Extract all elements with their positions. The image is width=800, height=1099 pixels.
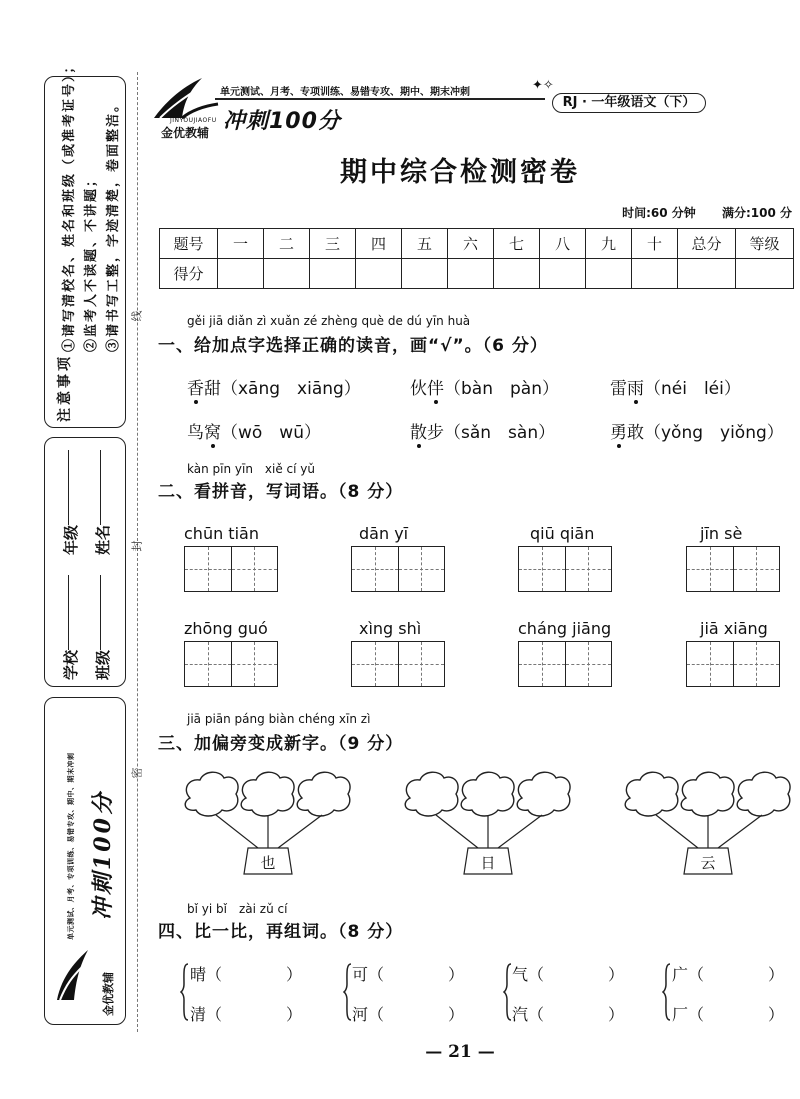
name-field[interactable] xyxy=(100,450,101,525)
word-char: 敢 xyxy=(627,423,644,443)
brand-pinyin: JINYOUJIAOFU xyxy=(170,117,217,124)
section4-title: 四、比一比，再组词。（8 分） xyxy=(158,922,404,942)
section2-pinyin: kàn pīn yīn xiě cí yǔ xyxy=(187,462,316,476)
score-header-cell: 十 xyxy=(632,229,678,259)
radical-char: 云 xyxy=(700,854,716,872)
choice-item[interactable] xyxy=(610,418,784,443)
score-cell[interactable] xyxy=(356,259,402,289)
choice-item[interactable] xyxy=(187,418,321,443)
word-char: 甜 xyxy=(204,379,221,399)
word-pinyin: cháng jiāng xyxy=(518,619,612,638)
school-label: 学校 xyxy=(62,649,80,680)
brand-vertical-slogan: 单元测试、月考、专项训练、易错专攻、期中、期末冲刺 xyxy=(66,752,75,940)
score-table xyxy=(159,228,794,289)
score-table-score-row xyxy=(160,259,794,289)
brace-icon xyxy=(180,962,190,1022)
dotted-char: 雨 xyxy=(627,379,644,399)
logo-icon xyxy=(150,74,220,120)
score-header-cell: 总分 xyxy=(678,229,736,259)
tian-grid[interactable] xyxy=(686,641,780,687)
section1-pinyin: gěi jiā diǎn zì xuǎn zé zhèng què de dú yīn huà xyxy=(187,314,471,328)
compare-blank[interactable]: 厂（ ） xyxy=(672,1005,785,1024)
tian-grid[interactable] xyxy=(351,546,445,592)
brand-logo-icon xyxy=(52,945,92,1005)
score-table-header-row xyxy=(160,229,794,259)
compare-blank[interactable]: 晴（ ） xyxy=(190,965,303,984)
header-slogan: 单元测试、月考、专项训练、易错专攻、期中、期末冲刺 xyxy=(220,87,470,98)
score-row-label: 得分 xyxy=(160,259,218,289)
exam-title: 期中综合检测密卷 xyxy=(340,157,580,188)
score-cell[interactable] xyxy=(494,259,540,289)
score-cell[interactable] xyxy=(310,259,356,289)
brand-name: 金优教辅 xyxy=(161,126,210,140)
dotted-char: 散 xyxy=(410,423,427,443)
cloud-blank[interactable] xyxy=(517,772,570,816)
class-field[interactable] xyxy=(100,575,101,650)
name-label: 姓名 xyxy=(94,524,112,555)
tian-grid[interactable] xyxy=(686,546,780,592)
score-header-cell: 等级 xyxy=(736,229,794,259)
note-1: ①请写清校名、姓名和班级（或准考证号）； xyxy=(62,58,77,352)
word-pinyin: chūn tiān xyxy=(184,524,259,543)
word-writing-group xyxy=(518,524,612,592)
word-writing-group xyxy=(686,524,780,592)
brace-icon xyxy=(662,962,672,1022)
word-pinyin: zhōng guó xyxy=(184,619,268,638)
score-header-cell: 六 xyxy=(448,229,494,259)
student-info-box xyxy=(44,437,126,687)
class-label: 班级 xyxy=(94,649,112,680)
word-writing-group xyxy=(184,619,278,687)
choice-word xyxy=(410,423,444,443)
choice-word xyxy=(187,423,221,443)
choice-options[interactable]: （bàn pàn） xyxy=(444,379,559,399)
brand-vertical-title: 冲刺100分 xyxy=(90,790,116,920)
score-cell[interactable] xyxy=(264,259,310,289)
header-rule xyxy=(215,98,545,100)
cut-mark-xian: 线 xyxy=(130,310,144,322)
tian-grid[interactable] xyxy=(518,546,612,592)
cloud-blank[interactable] xyxy=(461,772,514,816)
choice-item[interactable] xyxy=(187,374,361,399)
compare-blank[interactable]: 河（ ） xyxy=(352,1005,465,1024)
score-header-cell: 三 xyxy=(310,229,356,259)
sparkle-icon: ✦✧ xyxy=(532,78,554,93)
section1-title: 一、给加点字选择正确的读音，画“√”。（6 分） xyxy=(158,336,548,356)
choice-options[interactable]: （néi léi） xyxy=(644,379,741,399)
cloud-blank[interactable] xyxy=(185,772,238,816)
cloud-blank[interactable] xyxy=(405,772,458,816)
tian-grid[interactable] xyxy=(518,641,612,687)
score-header-cell: 二 xyxy=(264,229,310,259)
tian-grid[interactable] xyxy=(184,546,278,592)
cloud-blank[interactable] xyxy=(681,772,734,816)
choice-word xyxy=(610,379,644,399)
dotted-char: 窝 xyxy=(204,423,221,443)
cut-mark-feng: 封 xyxy=(130,540,144,552)
cut-line xyxy=(137,72,138,1032)
cloud-blank[interactable] xyxy=(297,772,350,816)
word-pinyin: jīn sè xyxy=(700,524,743,543)
score-header-cell: 四 xyxy=(356,229,402,259)
score-cell[interactable] xyxy=(218,259,264,289)
word-writing-group xyxy=(351,619,445,687)
tian-grid[interactable] xyxy=(184,641,278,687)
score-header-cell: 五 xyxy=(402,229,448,259)
score-cell[interactable] xyxy=(402,259,448,289)
section3-title: 三、加偏旁变成新字。（9 分） xyxy=(158,734,404,754)
score-cell[interactable] xyxy=(736,259,794,289)
cloud-blank[interactable] xyxy=(625,772,678,816)
choice-options[interactable]: （wō wū） xyxy=(221,423,321,443)
section4-pinyin: bǐ yi bǐ zài zǔ cí xyxy=(187,902,288,916)
score-cell[interactable] xyxy=(586,259,632,289)
cloud-blank[interactable] xyxy=(737,772,790,816)
score-cell[interactable] xyxy=(632,259,678,289)
cut-mark-mi: 密 xyxy=(130,767,144,779)
exam-full-score: 满分:100 分 xyxy=(721,206,792,220)
grade-field[interactable] xyxy=(68,450,69,525)
exam-time: 时间:60 分钟 xyxy=(622,206,696,220)
grade-tag: RJ · 一年级语文（下） xyxy=(552,93,706,113)
choice-item[interactable] xyxy=(610,374,741,399)
choice-options[interactable]: （yǒng yiǒng） xyxy=(644,423,784,443)
page-number: — 21 — xyxy=(425,1042,495,1062)
score-header-cell: 九 xyxy=(586,229,632,259)
word-char: 伙 xyxy=(410,379,427,399)
compare-blank[interactable]: 汽（ ） xyxy=(512,1005,625,1024)
choice-word xyxy=(187,379,221,399)
word-char: 雷 xyxy=(610,379,627,399)
score-header-cell: 七 xyxy=(494,229,540,259)
score-cell[interactable] xyxy=(448,259,494,289)
compare-blank[interactable]: 广（ ） xyxy=(672,965,785,984)
word-pinyin: qiū qiān xyxy=(530,524,595,543)
choice-item[interactable] xyxy=(410,374,559,399)
note-3: ③请书写工整，字迹清楚，卷面整洁。 xyxy=(106,96,121,352)
choice-options[interactable]: （sǎn sàn） xyxy=(444,423,556,443)
section2-title: 二、看拼音，写词语。（8 分） xyxy=(158,482,404,502)
compare-blank[interactable]: 气（ ） xyxy=(512,965,625,984)
word-writing-group xyxy=(686,619,780,687)
dotted-char: 伴 xyxy=(427,379,444,399)
school-field[interactable] xyxy=(68,575,69,650)
word-writing-group xyxy=(184,524,278,592)
word-pinyin: dān yī xyxy=(359,524,409,543)
choice-item[interactable] xyxy=(410,418,555,443)
series-title: 冲刺100分 xyxy=(223,109,341,134)
brand-vertical-name: 金优教辅 xyxy=(102,972,115,1016)
score-cell[interactable] xyxy=(540,259,586,289)
score-header-cell: 一 xyxy=(218,229,264,259)
choice-options[interactable]: （xāng xiāng） xyxy=(221,379,361,399)
word-writing-group xyxy=(351,524,445,592)
section3-pinyin: jiā piān páng biàn chéng xīn zì xyxy=(187,712,371,726)
score-header-cell: 题号 xyxy=(160,229,218,259)
radical-char: 日 xyxy=(480,854,496,872)
compare-blank[interactable]: 清（ ） xyxy=(190,1005,303,1024)
dotted-char: 香 xyxy=(187,379,204,399)
note-2: ②监考人不读题、不讲题； xyxy=(84,171,99,352)
tian-grid[interactable] xyxy=(351,641,445,687)
word-writing-group xyxy=(518,619,612,687)
radical-char: 也 xyxy=(260,854,276,872)
cloud-blank[interactable] xyxy=(241,772,294,816)
choice-word xyxy=(610,423,644,443)
choice-word xyxy=(410,379,444,399)
word-char: 鸟 xyxy=(187,423,204,443)
word-pinyin: jiā xiāng xyxy=(700,619,768,638)
compare-blank[interactable]: 可（ ） xyxy=(352,965,465,984)
word-char: 步 xyxy=(427,423,444,443)
score-cell[interactable] xyxy=(678,259,736,289)
word-pinyin: xìng shì xyxy=(359,619,422,638)
dotted-char: 勇 xyxy=(610,423,627,443)
exam-meta xyxy=(600,204,792,221)
notes-heading: 注意事项 xyxy=(57,354,73,422)
score-header-cell: 八 xyxy=(540,229,586,259)
grade-label: 年级 xyxy=(62,524,80,555)
